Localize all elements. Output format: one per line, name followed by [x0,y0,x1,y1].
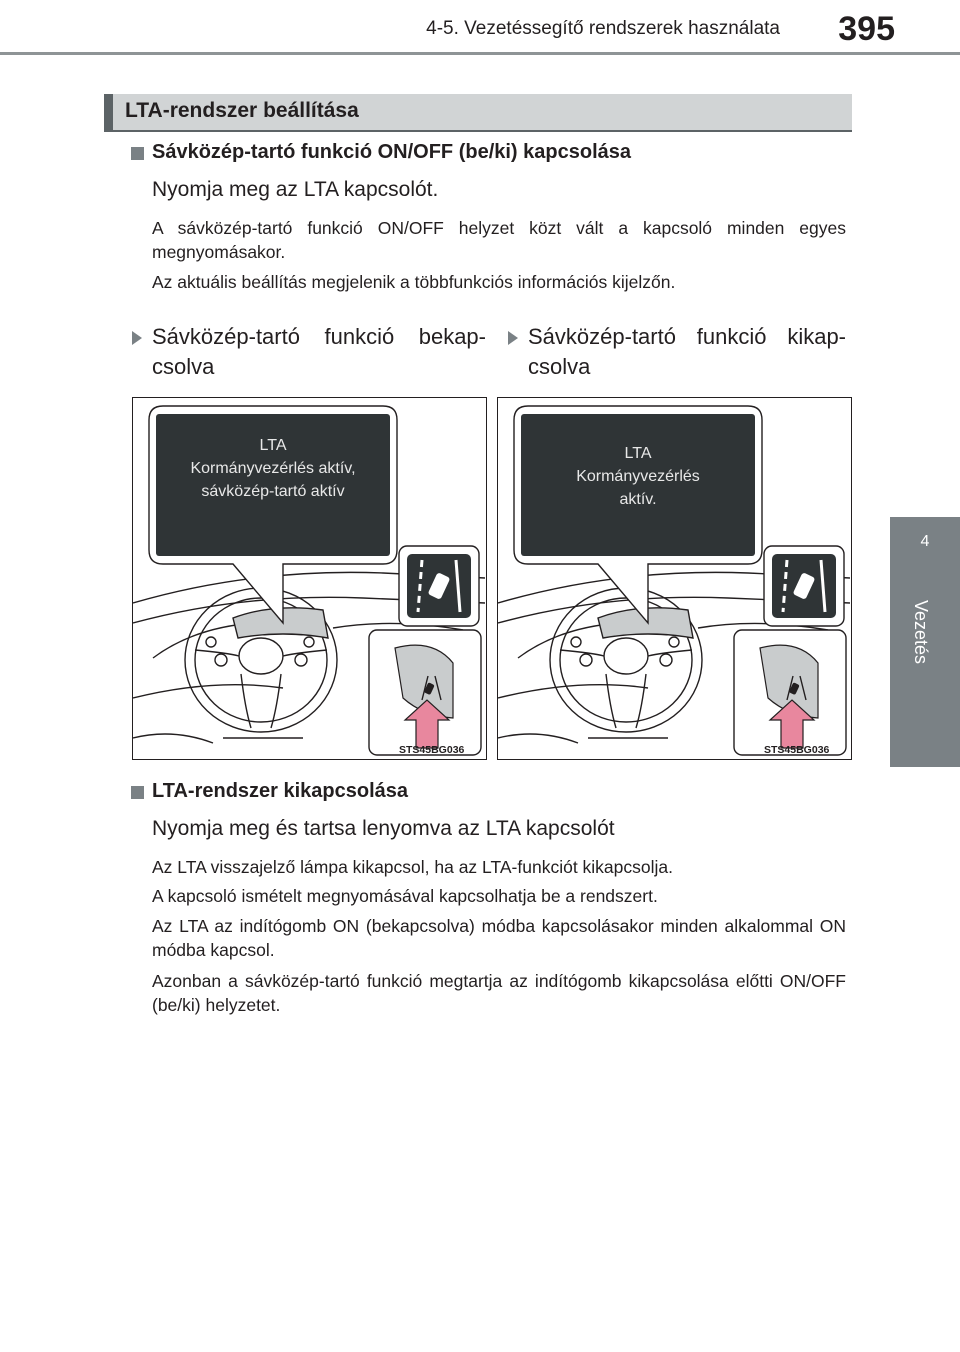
instruction-text: Nyomja meg és tartsa lenyomva az LTA kapcsolót [152,817,615,840]
paragraph: Az aktuális beállítás megjelenik a többfunkciós információs kijelzőn. [152,272,676,292]
page-number: 395 [838,10,895,48]
figure-code: STS45BG036 [399,744,465,756]
subheading-lta-off: LTA-rendszer kikapcsolása [152,780,409,802]
heading-square-icon [131,147,144,160]
paragraph: Az LTA az indítógomb ON (bekapcsolva) módba kapcsolásakor minden alkalommal ON módba kapcsol. [152,916,846,960]
display-line: Kormányvezérlés [576,468,700,485]
figure-panel-off [497,397,852,760]
display-line: sávközép-tartó aktív [201,483,345,500]
display-line: LTA [259,437,287,454]
paragraph: Az LTA visszajelző lámpa kikapcsol, ha az LTA-funkciót kikapcsolja. [152,857,674,877]
section-title: LTA-rendszer beállítása [125,99,359,122]
display-line: LTA [624,445,652,462]
display-line: Kormányvezérlés aktív, [190,460,356,477]
figure-caption-off: Sávközép-tartó funkció kikap- [528,324,846,349]
caption-triangle-icon [132,331,142,345]
figure-panel-on [132,397,487,760]
display-line: aktív. [619,491,657,508]
figure-caption-on: Sávközép-tartó funkció bekap- [152,324,486,349]
paragraph: A sávközép-tartó funkció ON/OFF helyzet közt vált a kapcsoló minden egyes megnyomásakor. [152,218,846,262]
subheading-lta-toggle: Sávközép-tartó funkció ON/OFF (be/ki) kapcsolása [152,141,632,163]
chapter-title: 4-5. Vezetéssegítő rendszerek használata [426,18,780,39]
chapter-label: Vezetés [911,600,931,665]
figure-caption-off-cont: csolva [528,354,591,379]
heading-square-icon [131,786,144,799]
caption-triangle-icon [508,331,518,345]
paragraph: Azonban a sávközép-tartó funkció megtartja az indítógomb kikapcsolása előtti ON/OFF (be/ki) helyzetet. [152,971,846,1015]
instruction-text: Nyomja meg az LTA kapcsolót. [152,178,439,201]
chapter-number: 4 [920,533,930,550]
paragraph: A kapcsoló ismételt megnyomásával kapcsolhatja be a rendszert. [152,886,658,906]
figure-caption-on-cont: csolva [152,354,215,379]
header-divider [0,52,960,55]
figure-code: STS45BG036 [764,744,830,756]
